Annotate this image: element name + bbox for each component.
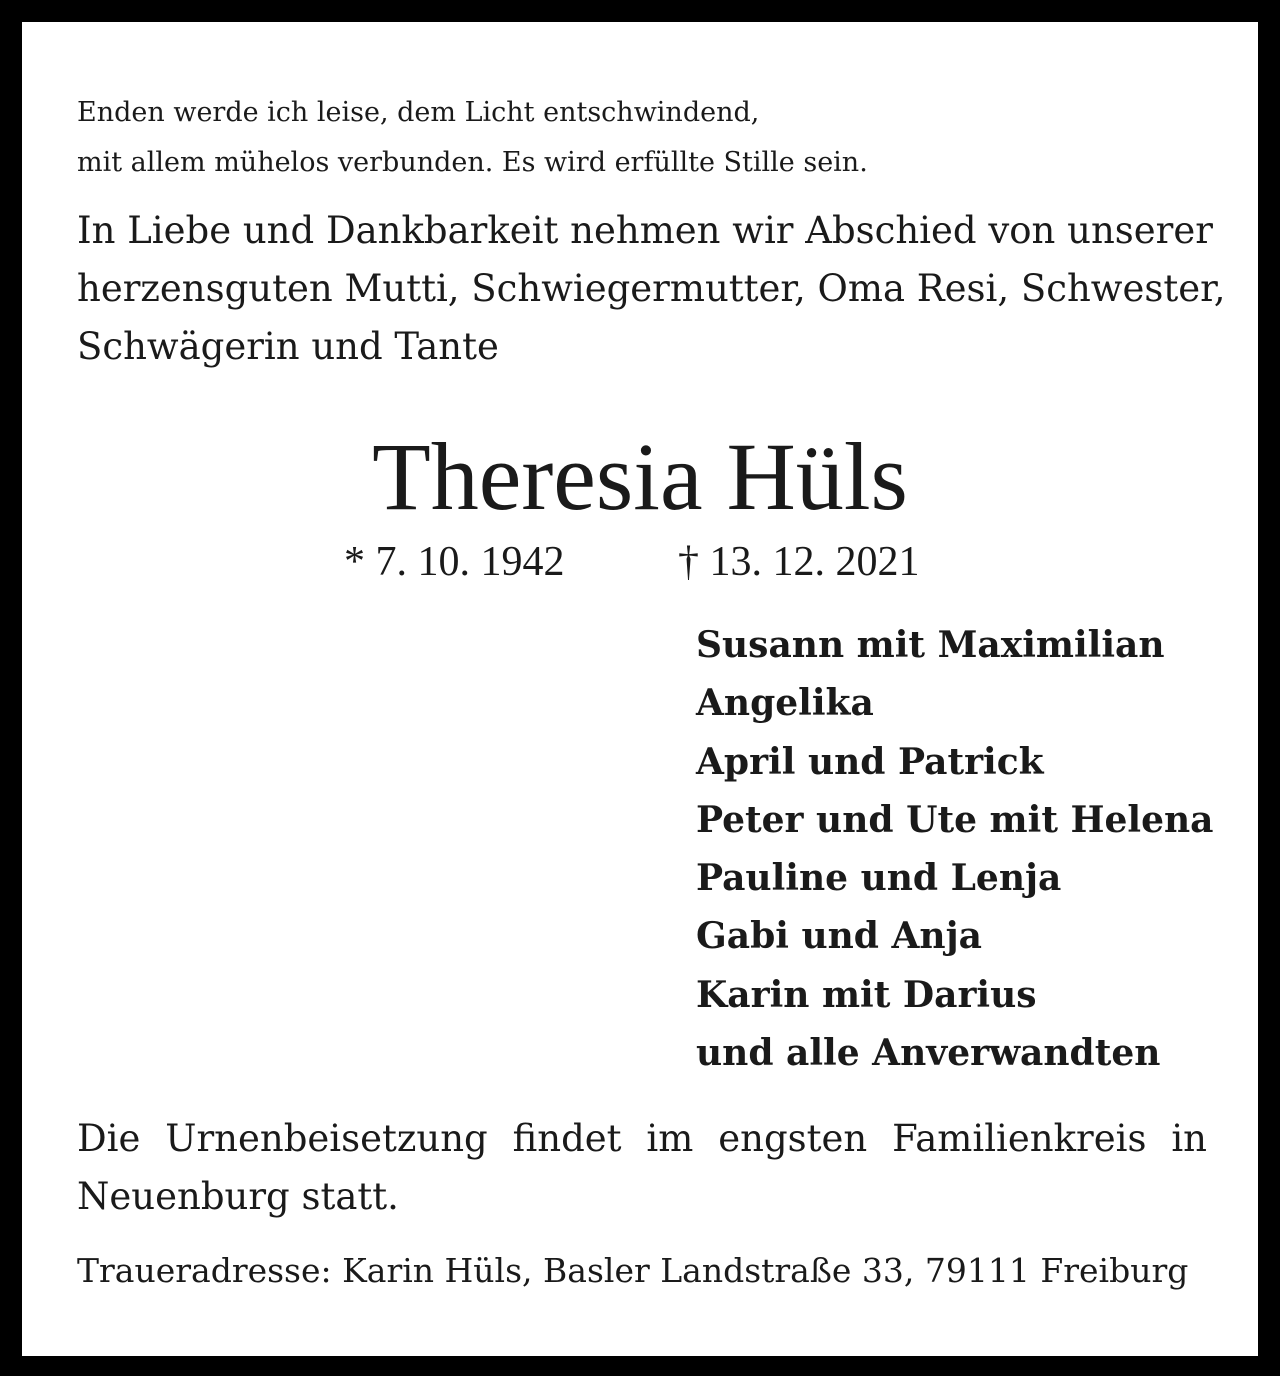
mourners-list (696, 616, 1213, 1082)
poem-line: mit allem mühelos verbunden. Es wird erfüllte Stille sein. (77, 147, 868, 178)
birth-date: * 7. 10. 1942 (344, 539, 565, 585)
farewell-intro (77, 202, 1226, 376)
burial-notice: Die Urnenbeisetzung findet im engsten Familienkreis in Neuenburg statt. (77, 1117, 1207, 1218)
mourner-name: und alle Anverwandten (696, 1032, 1161, 1075)
mourner-name: Pauline und Lenja (696, 857, 1062, 900)
mourner-name: Peter und Ute mit Helena (696, 798, 1214, 841)
poem-line: Enden werde ich leise, dem Licht entschwindend, (77, 97, 760, 128)
death-date: † 13. 12. 2021 (678, 539, 920, 585)
mourning-address: Traueradresse: Karin Hüls, Basler Landstraße 33, 79111 Freiburg (77, 1251, 1189, 1290)
mourner-name: April und Patrick (696, 740, 1044, 783)
mourner-name: Gabi und Anja (696, 915, 982, 958)
mourner-name: Susann mit Maximilian (696, 624, 1165, 666)
mourner-name: Karin mit Darius (696, 973, 1037, 1016)
obituary-notice (22, 22, 1258, 1356)
intro-line: Schwägerin und Tante (77, 325, 499, 368)
intro-line: In Liebe und Dankbarkeit nehmen wir Abschied von unserer (77, 209, 1213, 252)
mourner-name: Angelika (696, 682, 874, 725)
deceased-name: Theresia Hüls (372, 423, 908, 530)
intro-line: herzensguten Mutti, Schwiegermutter, Oma Resi, Schwester, (77, 267, 1226, 310)
poem-verse (77, 88, 868, 188)
